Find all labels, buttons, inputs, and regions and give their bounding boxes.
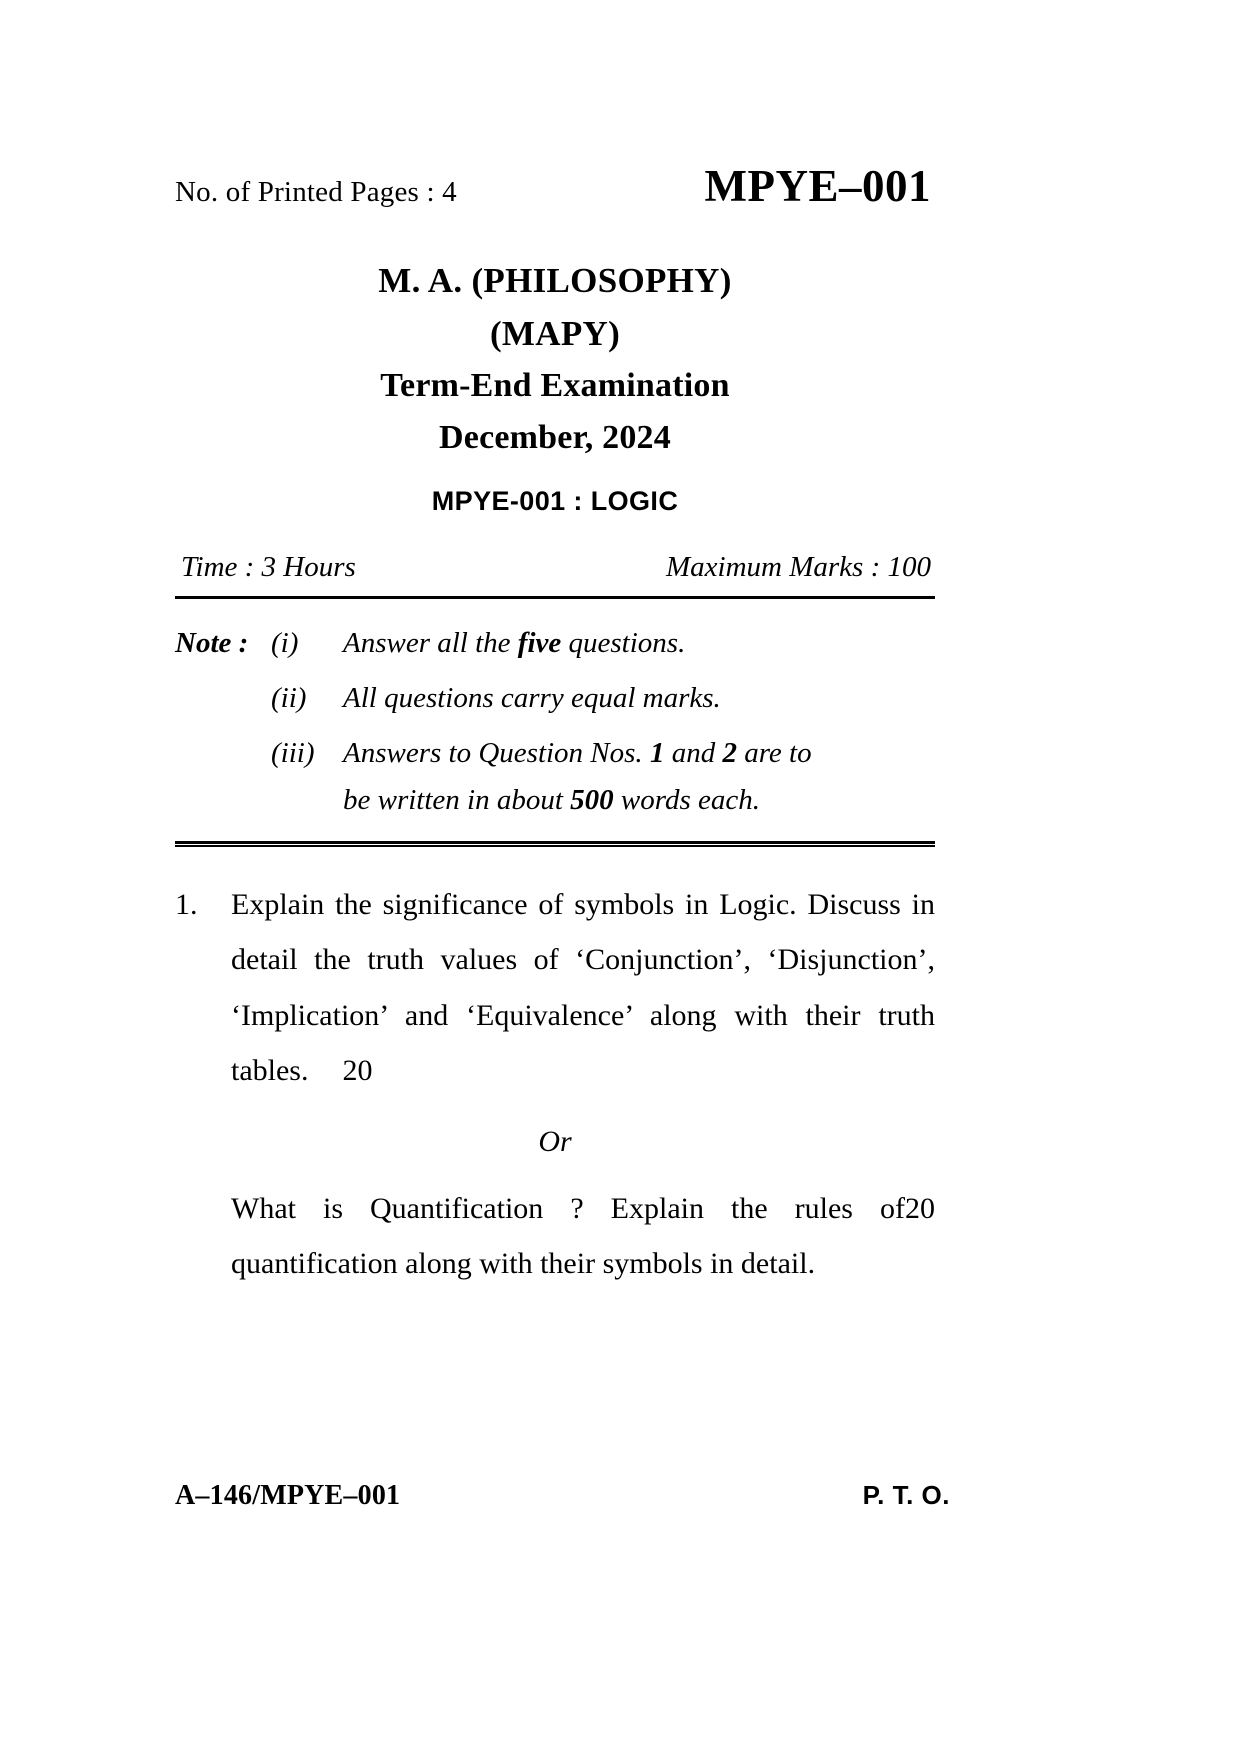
question-body: Explain the significance of symbols in Logic. Discuss in detail the truth values of ‘Conjunction’, ‘Disjunction’, ‘Implication’ and ‘Equivalence’ along with their truth tables. [231,887,935,1088]
exam-meta-row [175,551,935,584]
alternative-question-marks: 20 [905,1191,935,1225]
note-continuation-line [343,783,935,816]
note-item [175,736,935,769]
page-footer [175,1480,950,1512]
page-header [175,160,935,216]
note-number: (i) [271,626,299,659]
note-emphasis: 2 [722,736,737,769]
degree-title: M. A. (PHILOSOPHY) [378,261,732,300]
note-label: Note : [175,626,249,659]
note-text-part: be written in about [343,783,571,816]
note-emphasis: 1 [649,736,665,769]
or-divider-label: Or [538,1124,572,1158]
note-text [343,626,935,659]
page-turn-over-label: P. T. O. [862,1480,950,1510]
note-questions-divider-rule [175,841,935,847]
header-divider-rule [175,596,935,599]
exam-duration: Time : 3 Hours [181,550,356,583]
note-text-part: are to [736,736,812,769]
question-text [231,877,935,1099]
maximum-marks: Maximum Marks : 100 [666,550,931,583]
subject-code-title: MPYE-001 : LOGIC [431,485,679,516]
instructions-note-block [175,626,935,816]
note-text-part: Answer all the [343,626,518,659]
alternative-question-text [231,1181,935,1292]
page-content [175,160,935,1292]
examination-title: Term-End Examination [380,367,730,405]
note-text [343,736,935,769]
program-title: (MAPY) [489,314,621,354]
note-number: (ii) [271,681,307,714]
alternative-question-body: What is Quantification ? Explain the rules of quantification along with their symbols in detail. [231,1191,905,1281]
note-item [175,681,935,714]
note-text-part: words each. [613,783,761,816]
question-number: 1. [175,887,198,921]
exam-title-block [175,254,935,464]
note-emphasis: 500 [570,783,614,816]
note-text: All questions carry equal marks. [343,681,721,714]
note-emphasis: five [517,626,562,659]
note-item [175,626,935,659]
printed-pages-label: No. of Printed Pages : 4 [175,176,457,208]
note-text-part: Answers to Question Nos. [343,736,650,769]
question-item [175,877,935,1099]
questions-list [175,877,935,1292]
note-text-part: questions. [561,626,686,659]
course-code-heading: MPYE–001 [704,161,931,211]
note-text-part: and [664,736,723,769]
question-marks: 20 [342,1054,373,1088]
examination-date: December, 2024 [439,419,671,457]
paper-serial-code: A–146/MPYE–001 [175,1480,401,1511]
note-number: (iii) [271,736,315,769]
